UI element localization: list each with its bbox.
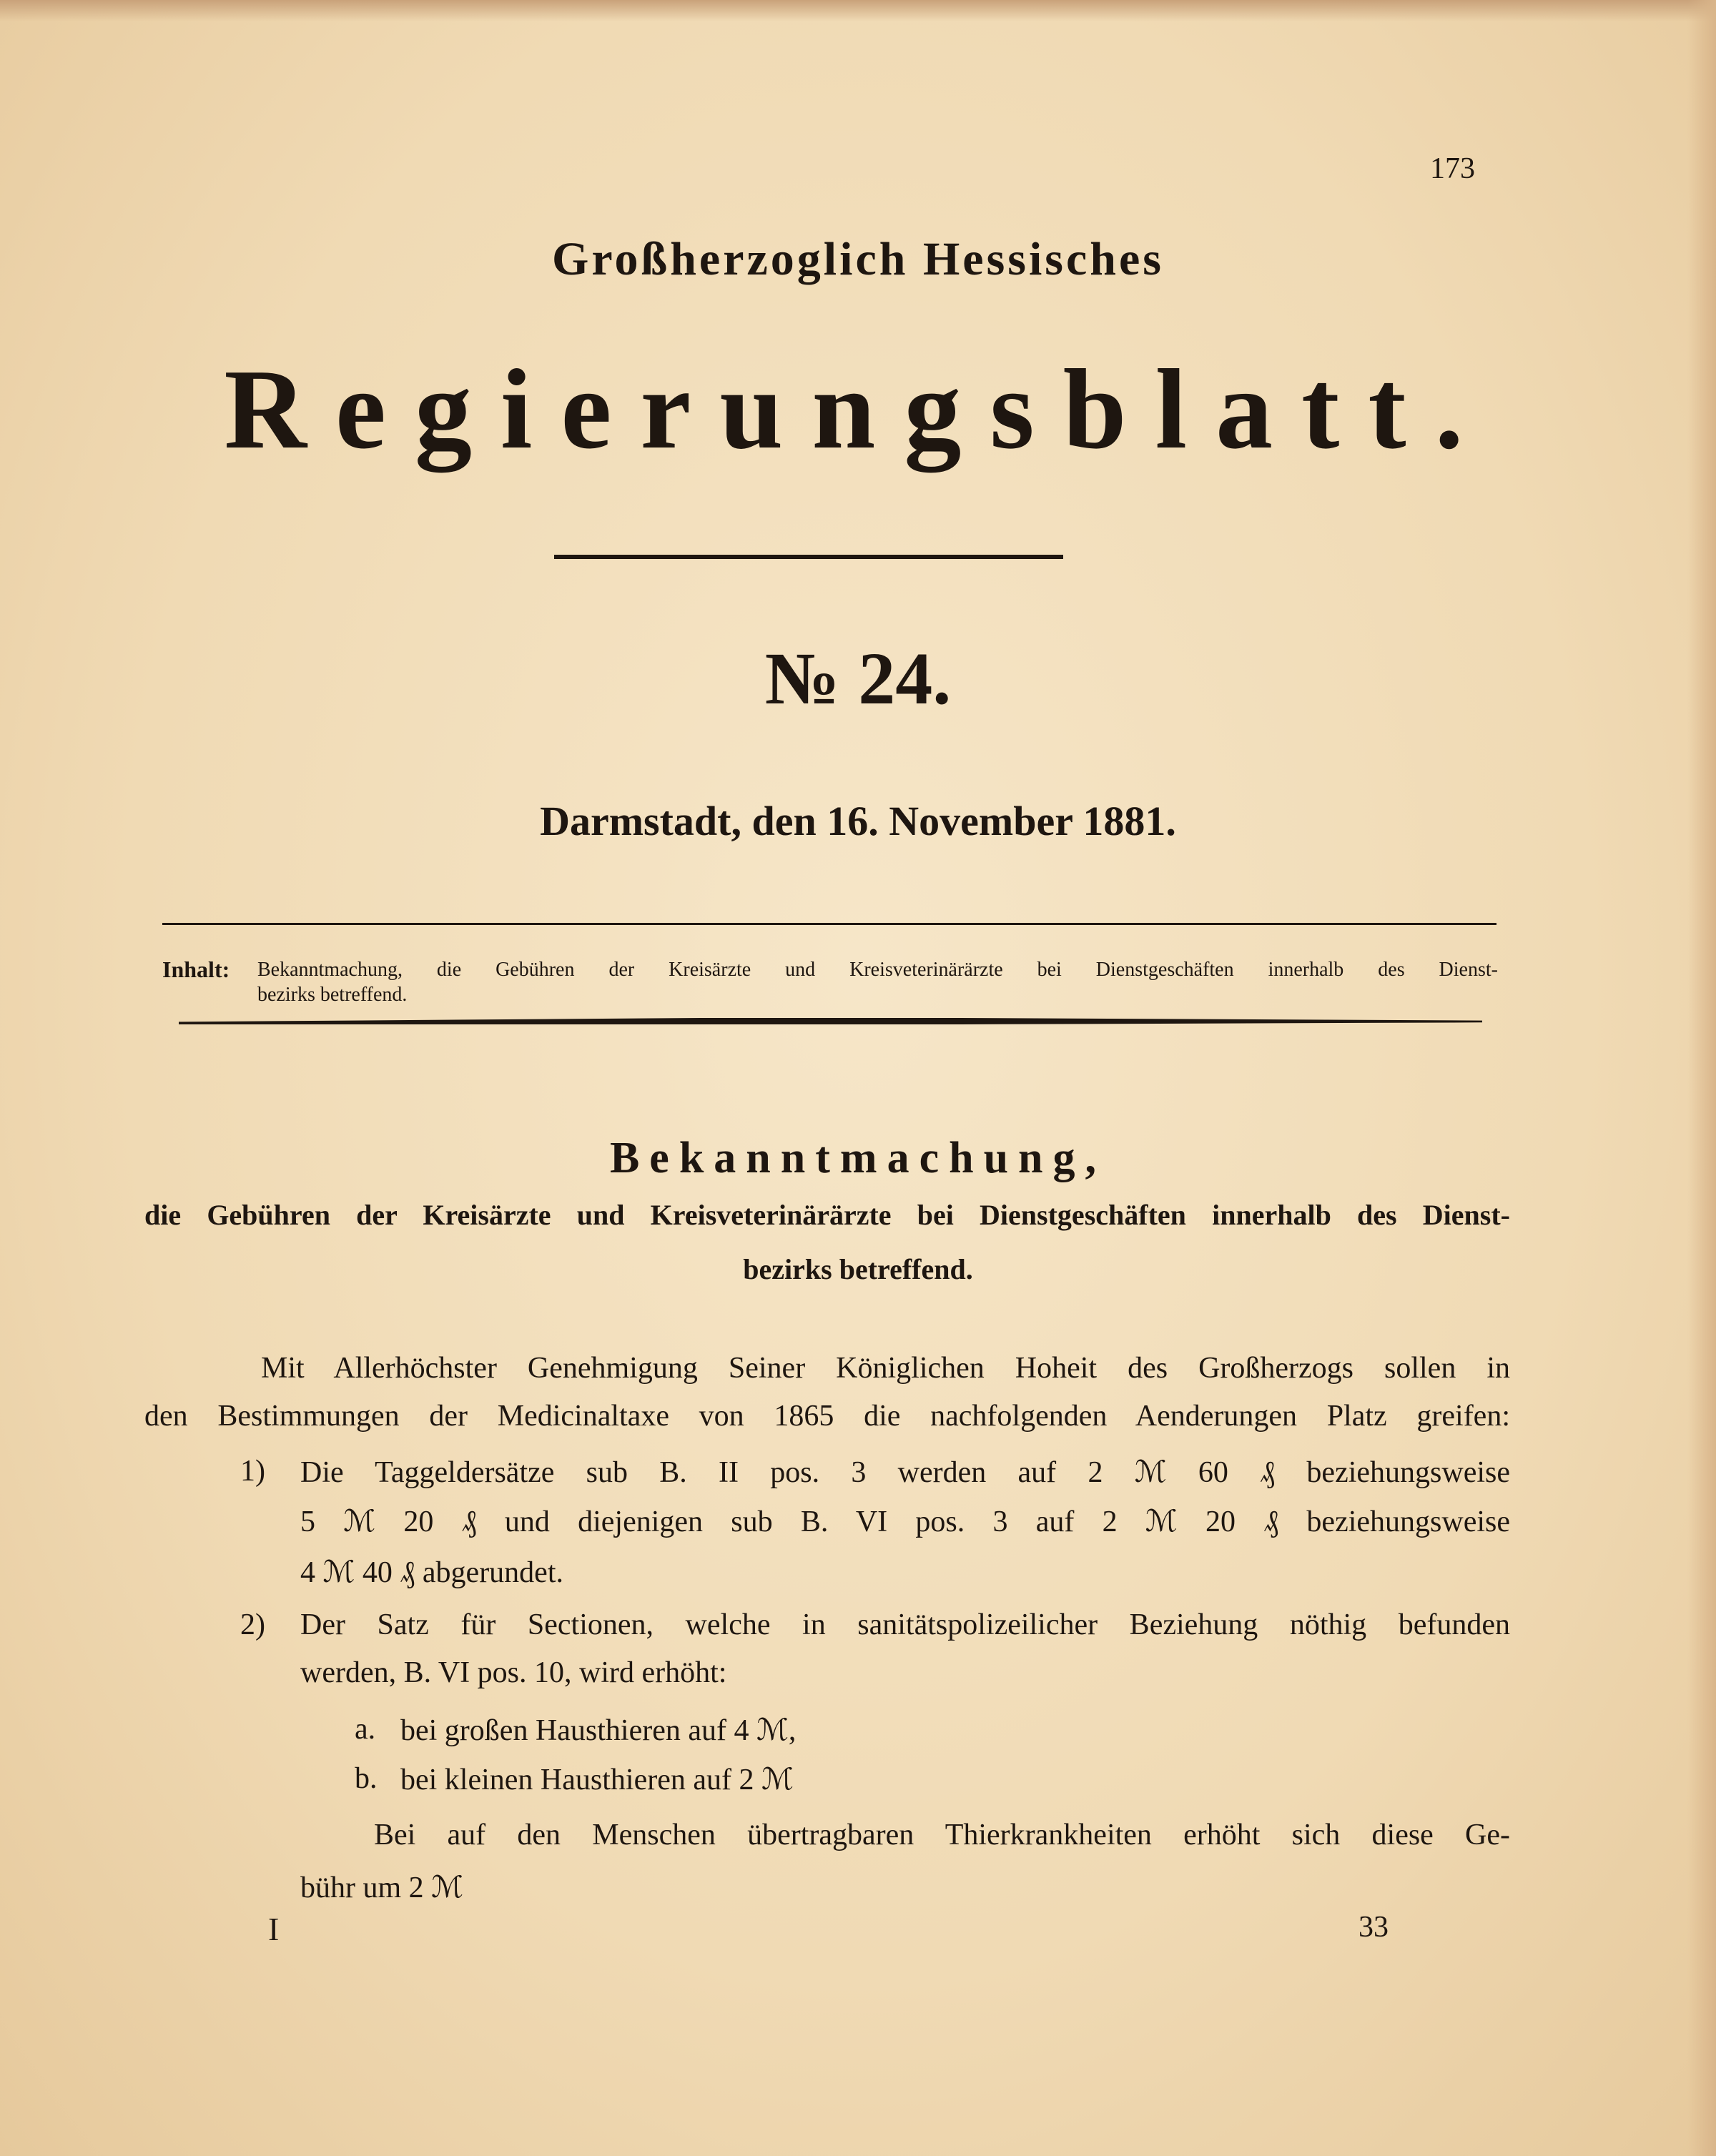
page-edge-shadow	[1687, 0, 1716, 2156]
notice-heading: Bekanntmachung,	[609, 1134, 1107, 1182]
contents-label: Inhalt:	[162, 956, 230, 982]
dateline: Darmstadt, den 16. November 1881.	[540, 798, 1176, 844]
paragraph-line: werden, B. VI pos. 10, wird erhöht:	[300, 1656, 727, 1689]
paragraph-line: bei kleinen Hausthieren auf 2 ℳ	[400, 1764, 794, 1796]
paragraph-line: Mit Allerhöchster Genehmigung Seiner Königlichen Hoheit des Großherzogs sollen in	[261, 1352, 1510, 1385]
contents-text: Bekanntmachung, die Gebühren der Kreisärzte und Kreisveterinärärzte bei Dienstgeschäften innerhalb des Dienst-	[257, 959, 1498, 981]
issue-number: № 24.	[764, 638, 952, 720]
paragraph-line: bühr um 2 ℳ	[300, 1871, 464, 1904]
paragraph-line: bei großen Hausthieren auf 4 ℳ,	[400, 1714, 797, 1747]
masthead-subtitle: Großherzoglich Hessisches	[552, 233, 1164, 285]
paragraph-line: Die Taggeldersätze sub B. II pos. 3 werden auf 2 ℳ 60 ₰ beziehungsweise	[300, 1456, 1510, 1489]
divider	[162, 923, 1496, 925]
page-number: 173	[1430, 152, 1475, 185]
paragraph-line: den Bestimmungen der Medicinaltaxe von 1865 die nachfolgenden Aenderungen Platz greifen:	[144, 1400, 1510, 1433]
page-edge-shadow	[0, 0, 1716, 21]
item-marker: a.	[355, 1713, 376, 1746]
paragraph-line: 4 ℳ 40 ₰ abgerundet.	[300, 1556, 563, 1589]
sheet-number: 33	[1358, 1911, 1389, 1944]
contents-text: bezirks betreffend.	[257, 984, 408, 1006]
paragraph-line: Der Satz für Sectionen, welche in sanitätspolizeilicher Beziehung nöthig befunden	[300, 1608, 1510, 1641]
notice-subtitle: die Gebühren der Kreisärzte und Kreisveterinärärzte bei Dienstgeschäften innerhalb des Dienst-	[144, 1199, 1510, 1231]
item-marker: b.	[355, 1762, 378, 1795]
divider	[554, 555, 1063, 559]
divider	[179, 1018, 1482, 1024]
notice-subtitle: bezirks betreffend.	[743, 1253, 973, 1285]
paragraph-line: 5 ℳ 20 ₰ und diejenigen sub B. VI pos. 3 auf 2 ℳ 20 ₰ beziehungsweise	[300, 1505, 1510, 1538]
signature-mark: I	[268, 1911, 280, 1947]
item-marker: 2)	[240, 1608, 265, 1641]
paragraph-line: Bei auf den Menschen übertragbaren Thierkrankheiten erhöht sich diese Ge-	[374, 1819, 1510, 1851]
masthead-title: Regierungsblatt.	[224, 345, 1492, 473]
item-marker: 1)	[240, 1455, 265, 1488]
